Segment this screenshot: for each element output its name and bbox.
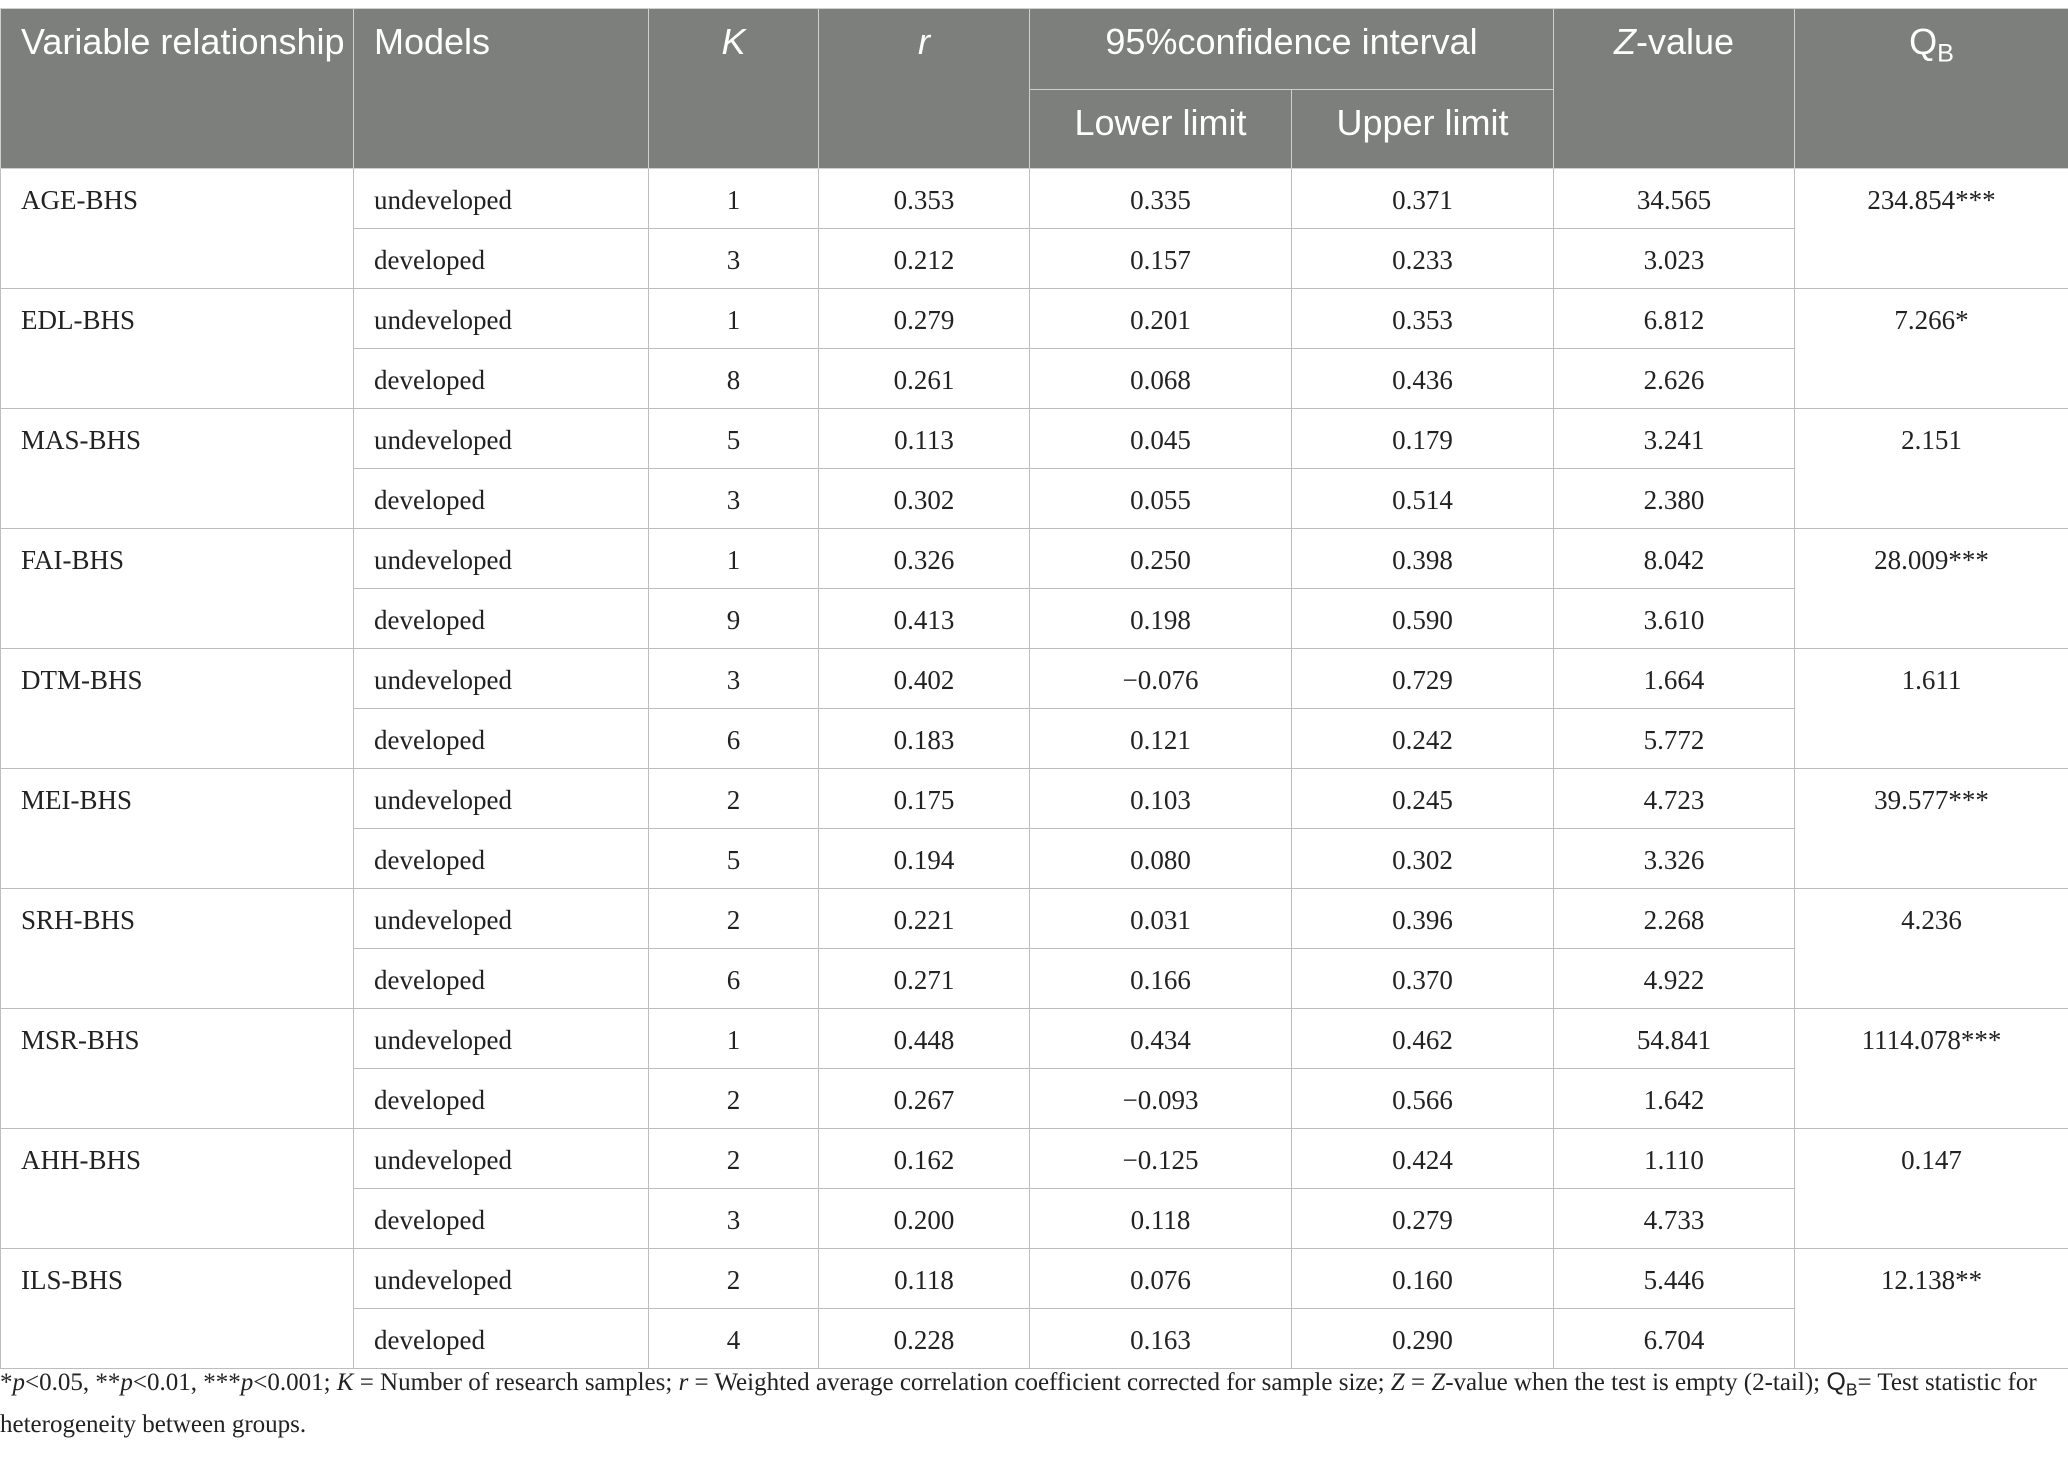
r-cell: 0.353 <box>819 169 1030 229</box>
footnote-k: K <box>336 1369 354 1396</box>
k-cell: 2 <box>649 769 819 829</box>
qb-cell: 4.236 <box>1795 889 2068 1009</box>
z-value-cell: 2.380 <box>1554 469 1795 529</box>
upper-limit-cell: 0.514 <box>1292 469 1554 529</box>
r-cell: 0.271 <box>819 949 1030 1009</box>
upper-limit-cell: 0.242 <box>1292 709 1554 769</box>
r-cell: 0.267 <box>819 1069 1030 1129</box>
k-cell: 5 <box>649 409 819 469</box>
r-cell: 0.183 <box>819 709 1030 769</box>
lower-limit-cell: 0.080 <box>1030 829 1292 889</box>
model-cell: undeveloped <box>354 529 649 589</box>
table-header <box>1 9 2068 169</box>
qb-cell: 28.009*** <box>1795 529 2068 649</box>
r-cell: 0.212 <box>819 229 1030 289</box>
r-cell: 0.162 <box>819 1129 1030 1189</box>
k-cell: 6 <box>649 709 819 769</box>
header-z-value <box>1554 9 1795 169</box>
z-value-cell: 3.326 <box>1554 829 1795 889</box>
variable-relationship-cell: MSR-BHS <box>1 1009 354 1129</box>
header-z-suffix: -value <box>1635 21 1735 62</box>
k-cell: 6 <box>649 949 819 1009</box>
model-cell: developed <box>354 829 649 889</box>
model-cell: developed <box>354 709 649 769</box>
footnote-p: p <box>120 1369 133 1396</box>
lower-limit-cell: 0.335 <box>1030 169 1292 229</box>
upper-limit-cell: 0.396 <box>1292 889 1554 949</box>
k-cell: 3 <box>649 469 819 529</box>
model-cell: developed <box>354 1069 649 1129</box>
lower-limit-cell: −0.093 <box>1030 1069 1292 1129</box>
r-cell: 0.402 <box>819 649 1030 709</box>
model-cell: developed <box>354 1189 649 1249</box>
model-cell: undeveloped <box>354 1129 649 1189</box>
header-upper-limit: Upper limit <box>1292 90 1554 169</box>
k-cell: 2 <box>649 1249 819 1309</box>
qb-cell: 1114.078*** <box>1795 1009 2068 1129</box>
upper-limit-cell: 0.436 <box>1292 349 1554 409</box>
header-variable-relationship: Variable relationship <box>1 9 354 169</box>
upper-limit-cell: 0.566 <box>1292 1069 1554 1129</box>
footnote-text: -value when the test is empty (2-tail); <box>1445 1369 1827 1396</box>
k-cell: 1 <box>649 289 819 349</box>
r-cell: 0.113 <box>819 409 1030 469</box>
k-cell: 2 <box>649 889 819 949</box>
lower-limit-cell: 0.121 <box>1030 709 1292 769</box>
z-value-cell: 5.446 <box>1554 1249 1795 1309</box>
upper-limit-cell: 0.353 <box>1292 289 1554 349</box>
z-value-cell: 1.110 <box>1554 1129 1795 1189</box>
variable-relationship-cell: MEI-BHS <box>1 769 354 889</box>
model-cell: developed <box>354 469 649 529</box>
z-value-cell: 2.626 <box>1554 349 1795 409</box>
model-cell: undeveloped <box>354 649 649 709</box>
header-z-letter: Z <box>1613 21 1636 62</box>
variable-relationship-cell: AGE-BHS <box>1 169 354 289</box>
upper-limit-cell: 0.290 <box>1292 1309 1554 1369</box>
z-value-cell: 3.610 <box>1554 589 1795 649</box>
r-cell: 0.413 <box>819 589 1030 649</box>
variable-relationship-cell: FAI-BHS <box>1 529 354 649</box>
variable-relationship-cell: SRH-BHS <box>1 889 354 1009</box>
upper-limit-cell: 0.371 <box>1292 169 1554 229</box>
table-row <box>1 889 2068 949</box>
lower-limit-cell: 0.076 <box>1030 1249 1292 1309</box>
header-qb-letter: Q <box>1909 21 1938 62</box>
header-lower-limit: Lower limit <box>1030 90 1292 169</box>
upper-limit-cell: 0.279 <box>1292 1189 1554 1249</box>
r-cell: 0.175 <box>819 769 1030 829</box>
lower-limit-cell: 0.157 <box>1030 229 1292 289</box>
k-cell: 2 <box>649 1129 819 1189</box>
upper-limit-cell: 0.398 <box>1292 529 1554 589</box>
footnote-qb: Q <box>1826 1368 1846 1396</box>
z-value-cell: 5.772 <box>1554 709 1795 769</box>
model-cell: undeveloped <box>354 409 649 469</box>
r-cell: 0.221 <box>819 889 1030 949</box>
header-k: K <box>649 9 819 169</box>
footnote-r: r <box>678 1369 689 1396</box>
qb-cell: 1.611 <box>1795 649 2068 769</box>
qb-cell: 234.854*** <box>1795 169 2068 289</box>
footnote-qb-subscript: B <box>1845 1379 1858 1400</box>
upper-limit-cell: 0.424 <box>1292 1129 1554 1189</box>
lower-limit-cell: 0.055 <box>1030 469 1292 529</box>
k-cell: 1 <box>649 1009 819 1069</box>
model-cell: developed <box>354 589 649 649</box>
variable-relationship-cell: ILS-BHS <box>1 1249 354 1369</box>
footnote-text: = Test statistic for heterogeneity between groups. <box>0 1369 2037 1439</box>
lower-limit-cell: 0.118 <box>1030 1189 1292 1249</box>
upper-limit-cell: 0.590 <box>1292 589 1554 649</box>
lower-limit-cell: 0.103 <box>1030 769 1292 829</box>
table-row <box>1 1249 2068 1309</box>
footnote-text: = Weighted average correlation coefficient corrected for sample size; <box>688 1369 1391 1396</box>
header-confidence-interval: 95%confidence interval <box>1030 9 1554 90</box>
footnote-p: p <box>12 1369 25 1396</box>
lower-limit-cell: 0.068 <box>1030 349 1292 409</box>
meta-analysis-table <box>0 8 2068 1369</box>
r-cell: 0.302 <box>819 469 1030 529</box>
model-cell: developed <box>354 349 649 409</box>
lower-limit-cell: −0.125 <box>1030 1129 1292 1189</box>
z-value-cell: 2.268 <box>1554 889 1795 949</box>
lower-limit-cell: −0.076 <box>1030 649 1292 709</box>
variable-relationship-cell: EDL-BHS <box>1 289 354 409</box>
footnote-text: <0.01, *** <box>132 1369 241 1396</box>
z-value-cell: 1.664 <box>1554 649 1795 709</box>
r-cell: 0.448 <box>819 1009 1030 1069</box>
z-value-cell: 3.023 <box>1554 229 1795 289</box>
z-value-cell: 6.812 <box>1554 289 1795 349</box>
upper-limit-cell: 0.729 <box>1292 649 1554 709</box>
z-value-cell: 8.042 <box>1554 529 1795 589</box>
table-row <box>1 649 2068 709</box>
footnote-text: * <box>0 1369 13 1396</box>
upper-limit-cell: 0.245 <box>1292 769 1554 829</box>
r-cell: 0.200 <box>819 1189 1030 1249</box>
footnote-p: p <box>240 1369 254 1396</box>
k-cell: 3 <box>649 229 819 289</box>
header-models: Models <box>354 9 649 169</box>
k-cell: 4 <box>649 1309 819 1369</box>
variable-relationship-cell: AHH-BHS <box>1 1129 354 1249</box>
lower-limit-cell: 0.250 <box>1030 529 1292 589</box>
model-cell: undeveloped <box>354 889 649 949</box>
table-row <box>1 1129 2068 1189</box>
z-value-cell: 54.841 <box>1554 1009 1795 1069</box>
z-value-cell: 34.565 <box>1554 169 1795 229</box>
footnote-text: <0.05, ** <box>25 1369 121 1396</box>
footnote-text: = <box>1404 1369 1432 1396</box>
k-cell: 3 <box>649 1189 819 1249</box>
z-value-cell: 3.241 <box>1554 409 1795 469</box>
qb-cell: 2.151 <box>1795 409 2068 529</box>
lower-limit-cell: 0.045 <box>1030 409 1292 469</box>
upper-limit-cell: 0.462 <box>1292 1009 1554 1069</box>
r-cell: 0.326 <box>819 529 1030 589</box>
k-cell: 2 <box>649 1069 819 1129</box>
model-cell: developed <box>354 1309 649 1369</box>
table-row <box>1 769 2068 829</box>
upper-limit-cell: 0.233 <box>1292 229 1554 289</box>
footnote-z: Z <box>1431 1369 1446 1396</box>
r-cell: 0.228 <box>819 1309 1030 1369</box>
model-cell: undeveloped <box>354 1249 649 1309</box>
r-cell: 0.194 <box>819 829 1030 889</box>
variable-relationship-cell: DTM-BHS <box>1 649 354 769</box>
table-row <box>1 1009 2068 1069</box>
lower-limit-cell: 0.166 <box>1030 949 1292 1009</box>
k-cell: 5 <box>649 829 819 889</box>
lower-limit-cell: 0.031 <box>1030 889 1292 949</box>
lower-limit-cell: 0.163 <box>1030 1309 1292 1369</box>
r-cell: 0.261 <box>819 349 1030 409</box>
upper-limit-cell: 0.179 <box>1292 409 1554 469</box>
header-qb <box>1795 9 2068 169</box>
lower-limit-cell: 0.198 <box>1030 589 1292 649</box>
footnote-z: Z <box>1390 1369 1405 1396</box>
k-cell: 9 <box>649 589 819 649</box>
k-cell: 1 <box>649 169 819 229</box>
z-value-cell: 4.723 <box>1554 769 1795 829</box>
table-row <box>1 409 2068 469</box>
table-row <box>1 529 2068 589</box>
qb-cell: 7.266* <box>1795 289 2068 409</box>
table-body <box>1 169 2068 1369</box>
header-r: r <box>819 9 1030 169</box>
r-cell: 0.279 <box>819 289 1030 349</box>
qb-cell: 0.147 <box>1795 1129 2068 1249</box>
z-value-cell: 6.704 <box>1554 1309 1795 1369</box>
lower-limit-cell: 0.201 <box>1030 289 1292 349</box>
z-value-cell: 1.642 <box>1554 1069 1795 1129</box>
z-value-cell: 4.922 <box>1554 949 1795 1009</box>
model-cell: developed <box>354 229 649 289</box>
header-qb-subscript: B <box>1937 39 1954 68</box>
k-cell: 3 <box>649 649 819 709</box>
model-cell: undeveloped <box>354 289 649 349</box>
variable-relationship-cell: MAS-BHS <box>1 409 354 529</box>
lower-limit-cell: 0.434 <box>1030 1009 1292 1069</box>
qb-cell: 39.577*** <box>1795 769 2068 889</box>
upper-limit-cell: 0.302 <box>1292 829 1554 889</box>
model-cell: developed <box>354 949 649 1009</box>
upper-limit-cell: 0.370 <box>1292 949 1554 1009</box>
r-cell: 0.118 <box>819 1249 1030 1309</box>
k-cell: 1 <box>649 529 819 589</box>
k-cell: 8 <box>649 349 819 409</box>
upper-limit-cell: 0.160 <box>1292 1249 1554 1309</box>
table-row <box>1 169 2068 229</box>
model-cell: undeveloped <box>354 169 649 229</box>
table-footnote <box>0 1364 2060 1443</box>
model-cell: undeveloped <box>354 769 649 829</box>
table-row <box>1 289 2068 349</box>
qb-cell: 12.138** <box>1795 1249 2068 1369</box>
model-cell: undeveloped <box>354 1009 649 1069</box>
footnote-text: <0.001; <box>253 1369 337 1396</box>
footnote-text: = Number of research samples; <box>353 1369 679 1396</box>
z-value-cell: 4.733 <box>1554 1189 1795 1249</box>
